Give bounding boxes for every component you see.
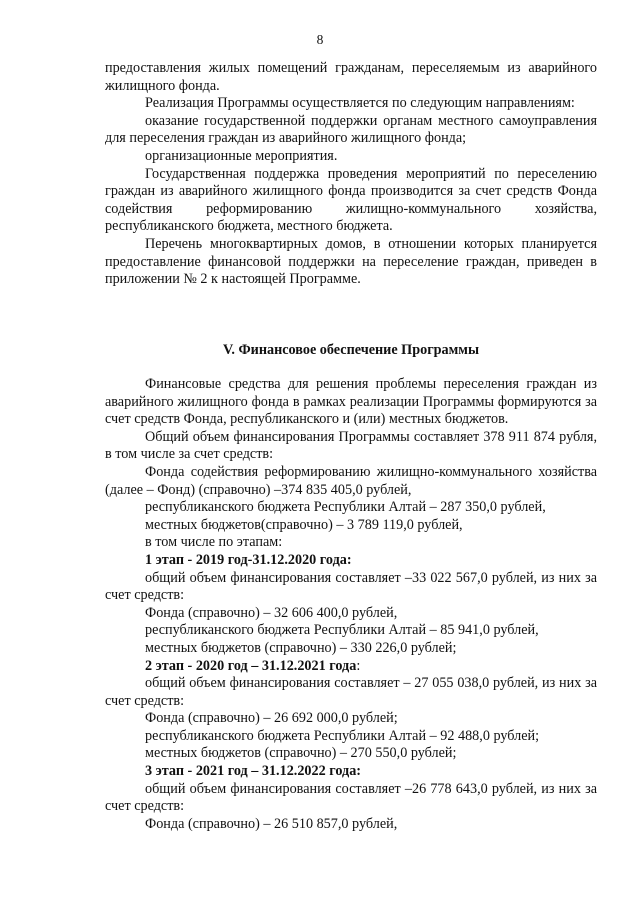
stage-title <box>105 658 597 676</box>
paragraph: Государственная поддержка проведения мероприятий по переселению граждан из аварийного жилищного фонда производится за счет средств Фонда содействия реформированию жилищно-коммунального хозяйства, республиканского бюджета, местного бюджета. <box>105 165 597 235</box>
paragraph: Финансовые средства для решения проблемы переселения граждан из аварийного жилищного фонда в рамках реализации Программы формируются за счет средств Фонда, республиканского и (или) местных бюджетов. <box>105 376 597 428</box>
paragraph: Общий объем финансирования Программы составляет 378 911 874 рубля, в том числе за счет средств: <box>105 428 597 463</box>
section-title: V. Финансовое обеспечение Программы <box>222 342 480 358</box>
stage-title: 1 этап - 2019 год-31.12.2020 года: <box>145 551 352 568</box>
page-number: 8 <box>316 32 324 47</box>
paragraph: республиканского бюджета Республики Алтай – 287 350,0 рублей, <box>145 499 546 516</box>
paragraph: в том числе по этапам: <box>145 534 283 551</box>
paragraph: местных бюджетов(справочно) – 3 789 119,0 рублей, <box>145 516 463 533</box>
paragraph: оказание государственной поддержки органам местного самоуправления для переселения граждан из аварийного жилищного фонда; <box>105 112 597 147</box>
paragraph: Фонда содействия реформированию жилищно-коммунального хозяйства (далее – Фонд) (справочно) –374 835 405,0 рублей, <box>105 463 597 498</box>
stage-line: республиканского бюджета Республики Алтай – 92 488,0 рублей; <box>145 727 540 744</box>
stage-line: Фонда (справочно) – 32 606 400,0 рублей, <box>145 604 398 621</box>
stage-title-suffix: : <box>356 657 361 674</box>
stage-line: Фонда (справочно) – 26 692 000,0 рублей; <box>145 710 398 727</box>
stage-title: 3 этап - 2021 год – 31.12.2022 года: <box>145 763 362 780</box>
stage-total: общий объем финансирования составляет – 27 055 038,0 рублей, из них за счет средств: <box>105 675 597 709</box>
paragraph: организационные мероприятия. <box>145 147 338 164</box>
stage-line: республиканского бюджета Республики Алтай – 85 941,0 рублей, <box>145 622 539 639</box>
intro-block <box>105 60 597 289</box>
stage-line: местных бюджетов (справочно) – 330 226,0 рублей; <box>145 639 457 656</box>
stage-title-text: 2 этап - 2020 год – 31.12.2021 года <box>145 657 357 674</box>
finance-block <box>105 376 597 833</box>
stage-total: общий объем финансирования составляет –26 778 643,0 рублей, из них за счет средств: <box>105 780 597 815</box>
stage-line: местных бюджетов (справочно) – 270 550,0 рублей; <box>145 745 457 762</box>
paragraph: Перечень многоквартирных домов, в отношении которых планируется предоставление финансовой поддержки на переселение граждан, приведен в приложении № 2 к настоящей Программе. <box>105 235 597 288</box>
stage-total: общий объем финансирования составляет –33 022 567,0 рублей, из них за счет средств: <box>105 569 597 604</box>
stage-line: Фонда (справочно) – 26 510 857,0 рублей, <box>145 815 398 832</box>
paragraph: предоставления жилых помещений гражданам, переселяемым из аварийного жилищного фонда. <box>105 60 597 94</box>
paragraph: Реализация Программы осуществляется по следующим направлениям: <box>145 95 575 112</box>
